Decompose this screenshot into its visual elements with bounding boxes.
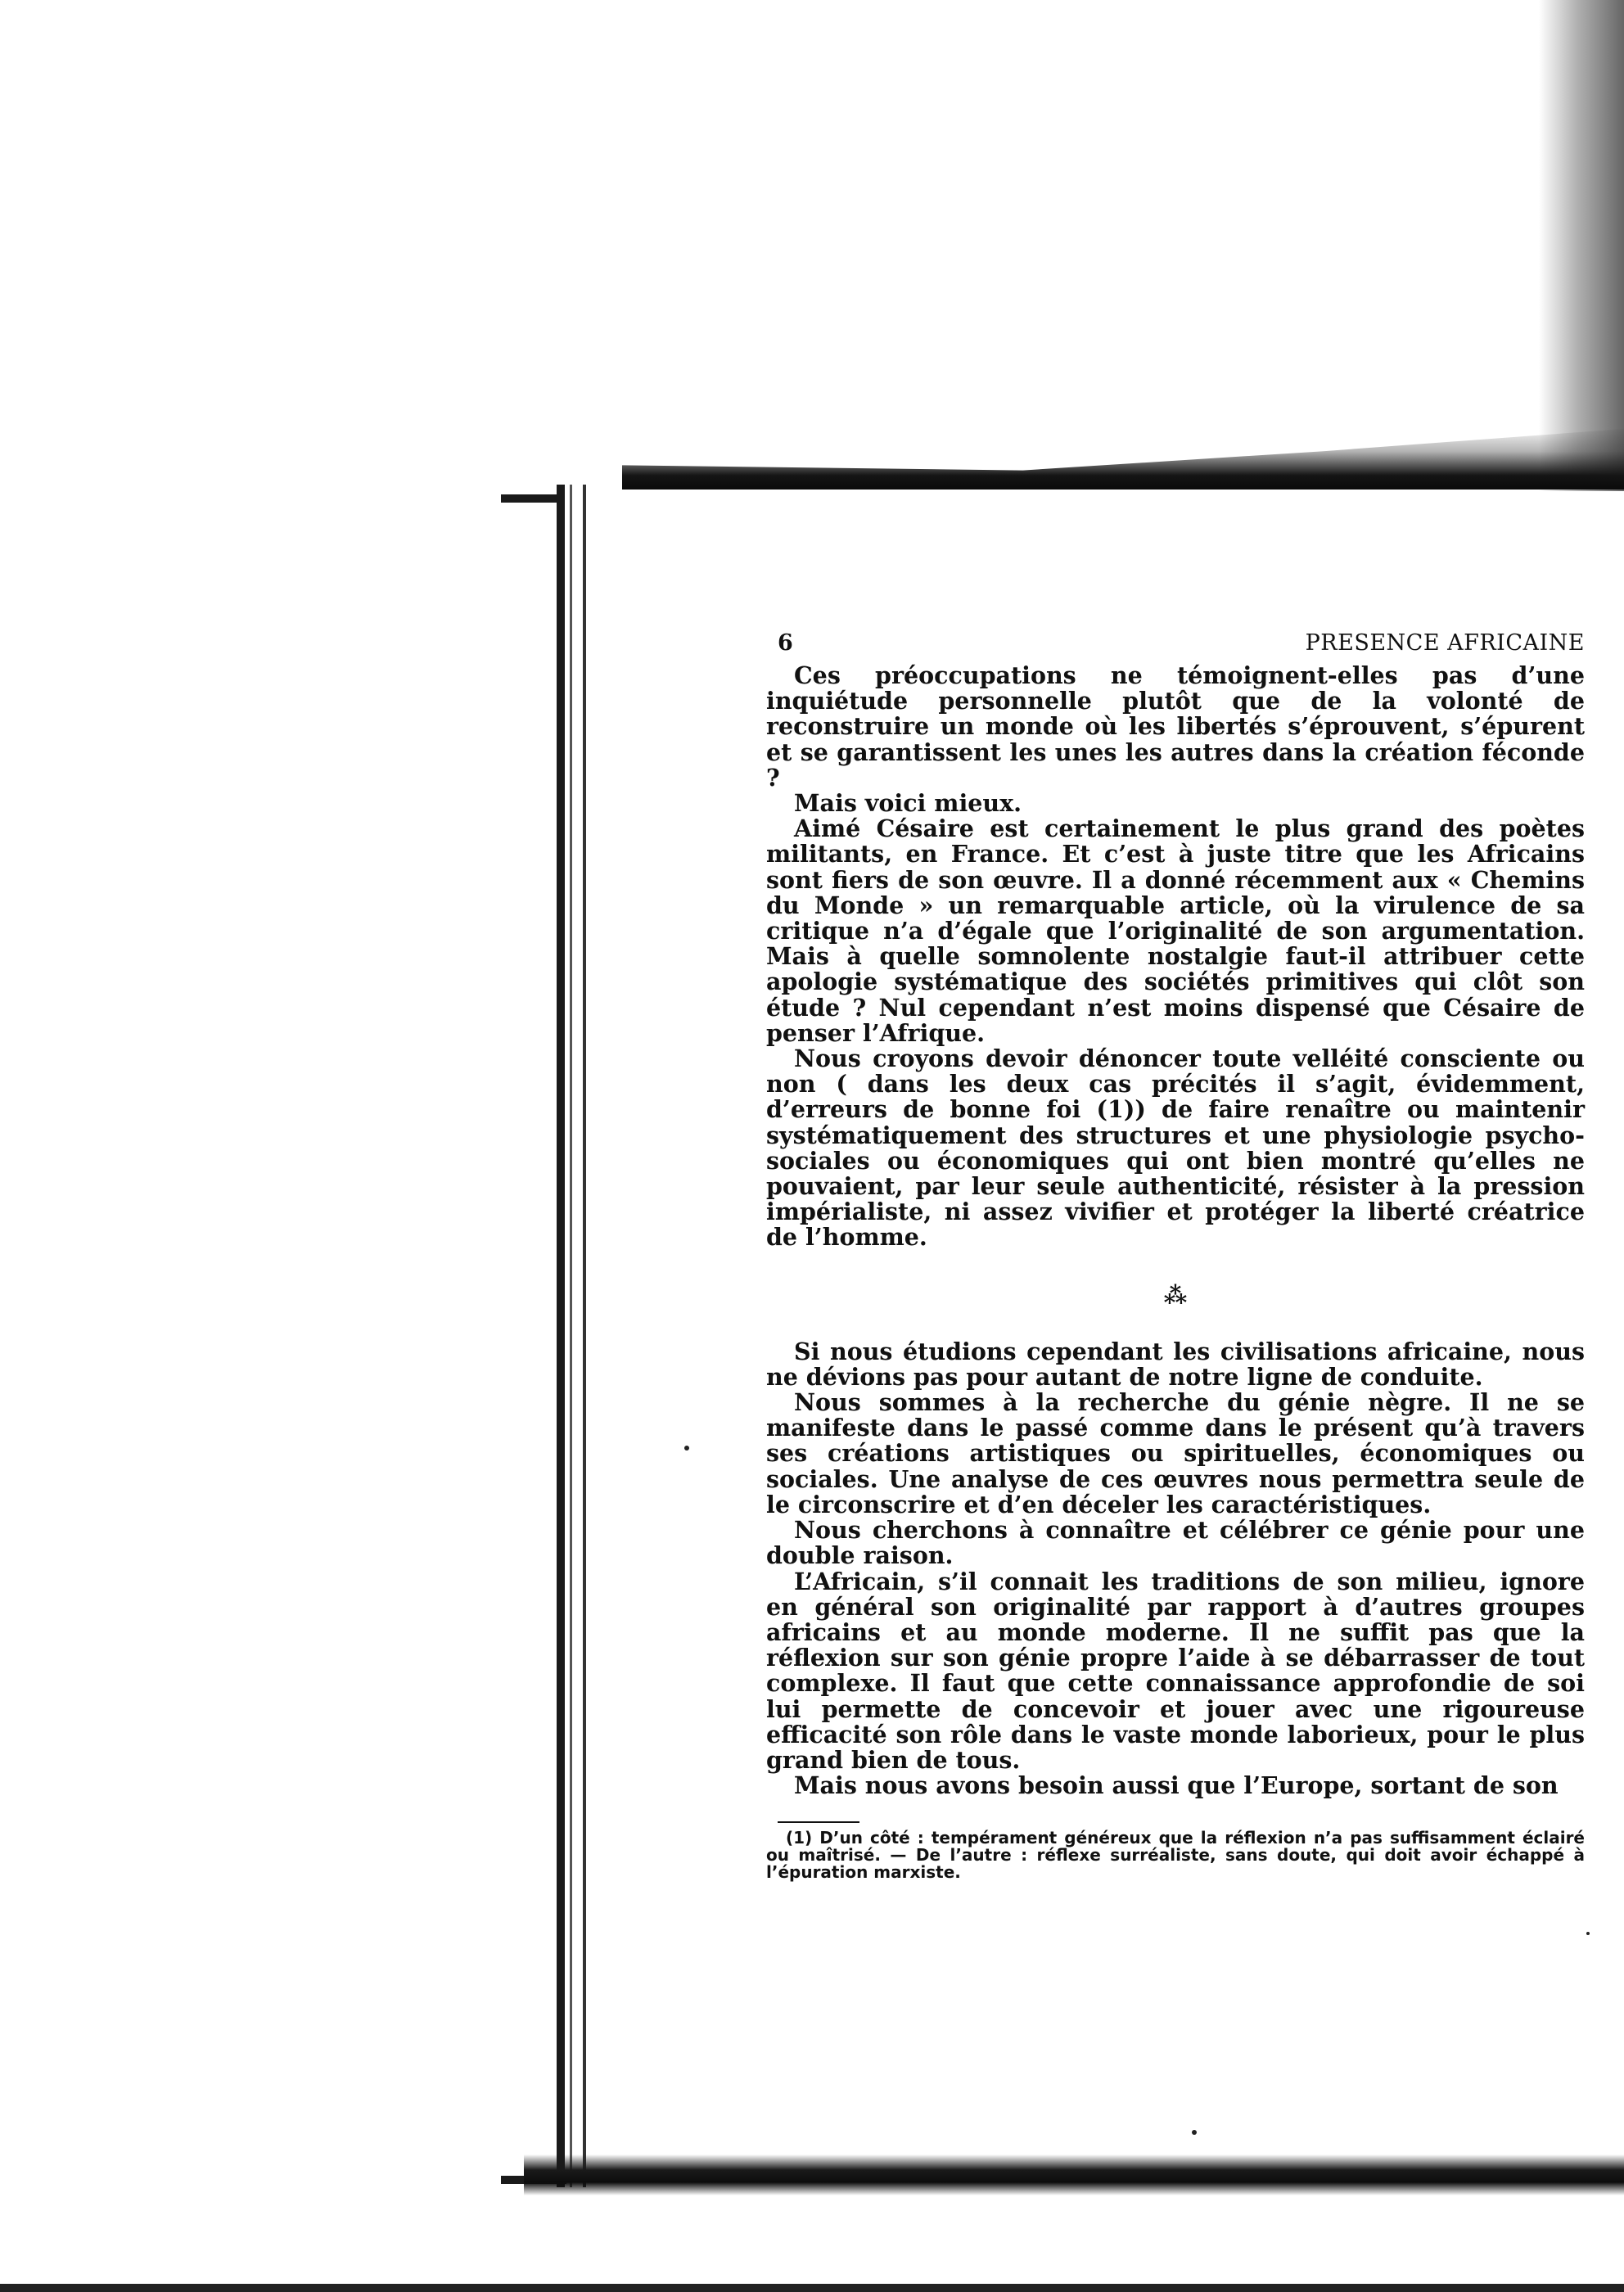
scan-shadow-top (622, 426, 1624, 490)
body-paragraph: Mais nous avons besoin aussi que l’Europe, sortant de son (794, 1771, 1559, 1800)
body-paragraph: Ces préoccupations ne témoignent-elles pas d’une inquiétude personnelle plutôt que de la volonté de reconstruire un monde où les libertés s’éprouvent, s’épurent et se garantissent les unes les autres dans la création féconde ? (766, 661, 1585, 792)
journal-title: PRESENCE AFRICAINE (1305, 630, 1585, 656)
scan-shadow-bottom (524, 2154, 1624, 2195)
dust-speck (684, 1446, 689, 1451)
body-paragraph: Si nous étudions cependant les civilisations africaine, nous ne dévions pas pour autant de notre ligne de conduite. (766, 1337, 1585, 1391)
body-paragraph: Nous cherchons à connaître et célébrer ce génie pour une double raison. (766, 1516, 1585, 1570)
dust-speck (1586, 1932, 1590, 1935)
book-binding-edge (501, 485, 624, 2187)
body-paragraph: Aimé Césaire est certainement le plus grand des poètes militants, en France. Et c’est à juste titre que les Africains sont fiers de son œuvre. Il a donné récemment aux « Chemins du Monde » un remarquable article, où la virulence de sa critique n’a d’égale que l’originalité de son argumentation. Mais à quelle somnolente nostalgie faut-il attribuer cette apologie systématique des sociétés primitives qui clôt son étude ? Nul cependant n’est moins dispensé que Césaire de penser l’Afrique. (766, 814, 1585, 1047)
page-number: 6 (778, 630, 793, 656)
body-paragraph: Nous croyons devoir dénoncer toute velléité consciente ou non ( dans les deux cas précités il s’agit, évidemment, d’erreurs de bonne foi (1)) de faire renaître ou maintenir systématiquement des structures et une physiologie psycho-sociales ou économiques qui ont bien montré qu’elles ne pouvaient, par leur seule authenticité, résister à la pression impérialiste, ni assez vivifier et protéger la liberté créatrice de l’homme. (766, 1044, 1585, 1252)
body-paragraph: Nous sommes à la recherche du génie nègre. Il ne se manifeste dans le passé comme dans le présent qu’à travers ses créations artistiques ou spirituelles, économiques ou sociales. Une analyse de ces œuvres nous permettra seule de le circonscrire et d’en déceler les caractéristiques. (766, 1388, 1585, 1518)
footnote: (1) D’un côté : tempérament généreux que la réflexion n’a pas suffisamment éclairé ou maîtrisé. — De l’autre : réflexe surréaliste, sans doute, qui doit avoir échappé à l’épuration marxiste. (766, 1828, 1585, 1883)
dust-speck (1192, 2130, 1197, 2135)
running-head (766, 630, 1585, 663)
footnote-divider (778, 1821, 859, 1823)
section-break-asterism: ⁂ (1163, 1281, 1188, 1309)
scan-shadow-corner (1539, 0, 1624, 491)
scan-edge-bottom (0, 2284, 1624, 2292)
body-paragraph: Mais voici mieux. (794, 789, 1022, 818)
body-paragraph: L’Africain, s’il connait les traditions de son milieu, ignore en général son originalité par rapport à d’autres groupes africains et au monde moderne. Il ne suffit pas que la réflexion sur son génie propre l’aide à se débarrasser de tout complexe. Il faut que cette connaissance approfondie de soi lui permette de concevoir et jouer avec une rigoureuse efficacité son rôle dans le vaste monde laborieux, pour le plus grand bien de tous. (766, 1567, 1585, 1774)
document-page (766, 630, 1585, 1881)
